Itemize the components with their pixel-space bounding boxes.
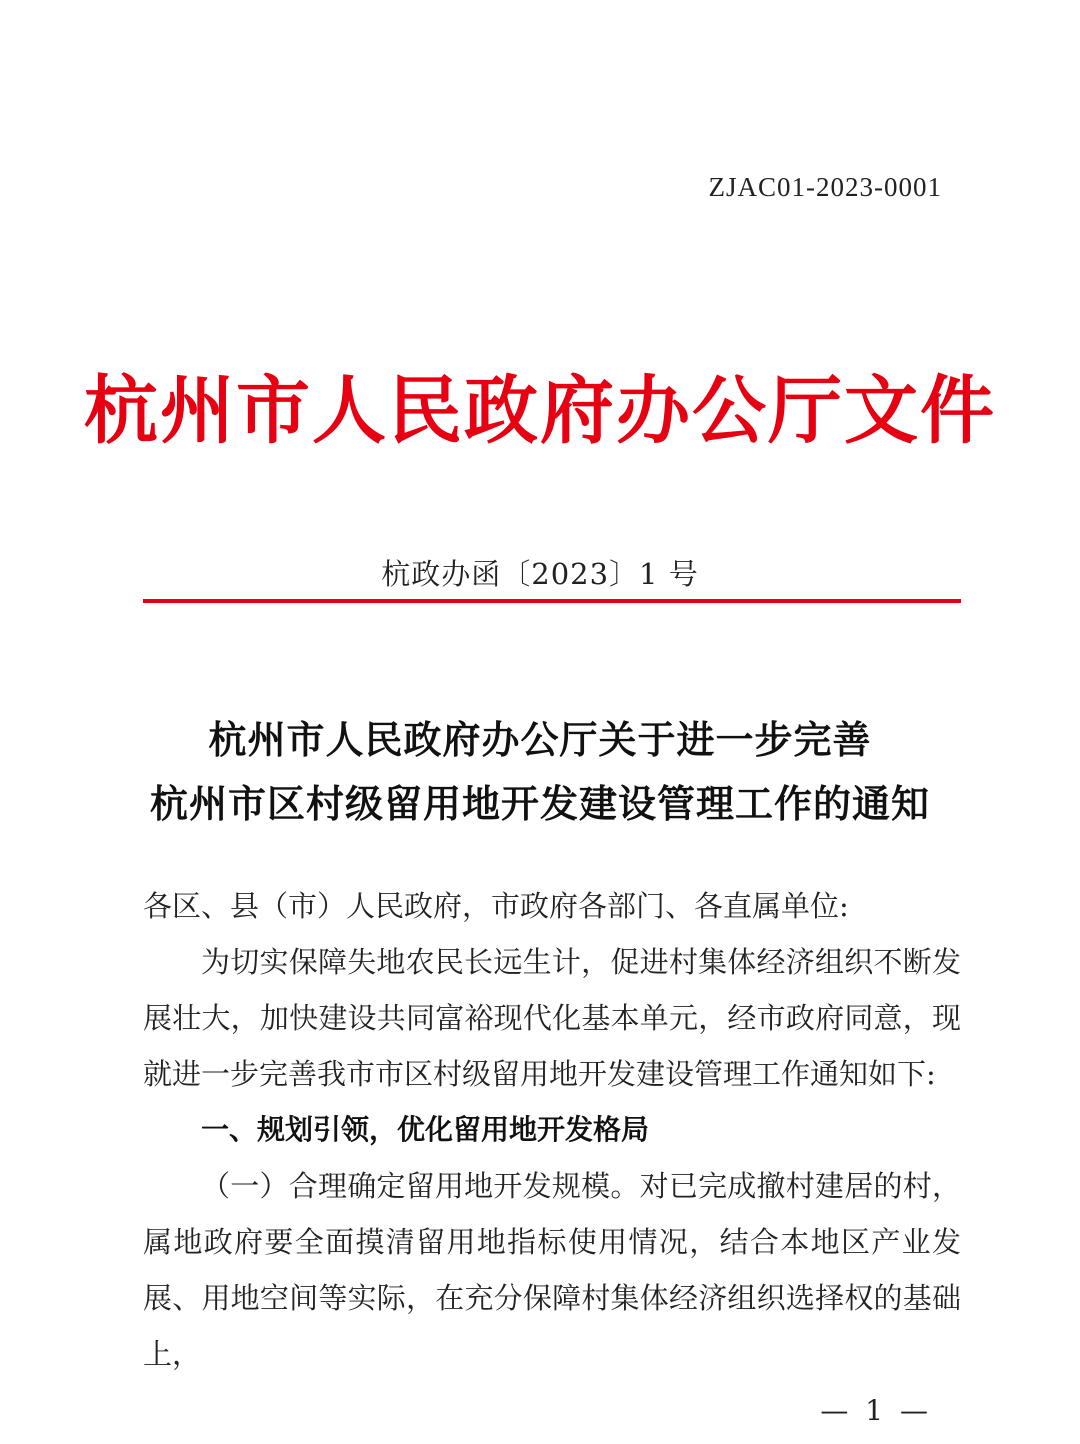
document-code: ZJAC01-2023-0001 <box>708 172 942 202</box>
page-number: — 1 — <box>820 1394 932 1427</box>
document-body <box>143 878 961 1382</box>
section-heading: 一、规划引领，优化留用地开发格局 <box>201 1113 650 1146</box>
intro-paragraph: 为切实保障失地农民长远生计，促进村集体经济组织不断发展壮大，加快建设共同富裕现代化基本单元，经市政府同意，现就进一步完善我市市区村级留用地开发建设管理工作通知如下: <box>143 945 961 1091</box>
document-title-line-2: 杭州市区村级留用地开发建设管理工作的通知 <box>149 781 930 826</box>
document-title-line-1: 杭州市人民政府办公厅关于进一步完善 <box>208 717 872 762</box>
document-number: 杭政办函〔2023〕1 号 <box>381 557 699 591</box>
masthead-title: 杭州市人民政府办公厅文件 <box>84 368 996 454</box>
addressee-line: 各区、县（市）人民政府，市政府各部门、各直属单位: <box>143 889 849 923</box>
document-title <box>0 708 1080 836</box>
section-paragraph: （一）合理确定留用地开发规模。对已完成撤村建居的村，属地政府要全面摸清留用地指标使用情况，结合本地区产业发展、用地空间等实际，在充分保障村集体经济组织选择权的基础上， <box>143 1169 961 1371</box>
red-divider-line <box>143 599 961 603</box>
